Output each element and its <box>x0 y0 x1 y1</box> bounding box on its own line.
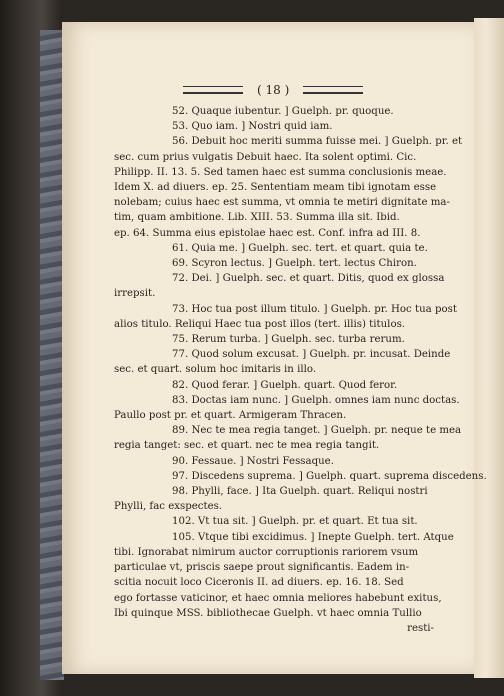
text-line: 52. Quaque iubentur. ] Guelph. pr. quoque. <box>172 106 394 117</box>
header-rule-right <box>303 86 363 94</box>
marbled-endpaper <box>40 30 64 680</box>
text-line: 61. Quia me. ] Guelph. sec. tert. et quart. quia te. <box>172 242 428 254</box>
text-line: 97. Discedens suprema. ] Guelph. quart. suprema discedens. <box>172 470 487 482</box>
text-line: 83. Doctas iam nunc. ] Guelph. omnes iam nunc doctas. <box>172 394 460 406</box>
page-header <box>183 80 423 100</box>
header-rule-left <box>183 86 243 94</box>
text-line: 98. Phylli, face. ] Ita Guelph. quart. Reliqui nostri <box>172 486 428 498</box>
text-line: irrepsit. <box>114 288 156 300</box>
page-body-text <box>114 104 487 636</box>
page-number: ( 18 ) <box>257 83 290 97</box>
text-line: Idem X. ad diuers. ep. 25. Sententiam meam tibi ignotam esse <box>114 182 437 194</box>
text-line: 69. Scyron lectus. ] Guelph. tert. lectus Chiron. <box>172 258 417 270</box>
text-line: regia tanget: sec. et quart. nec te mea regia tangit. <box>114 440 380 452</box>
text-line: 89. Nec te mea regia tanget. ] Guelph. pr. neque te mea <box>172 425 462 437</box>
text-line: resti- <box>407 622 434 634</box>
text-line: 77. Quod solum excusat. ] Guelph. pr. incusat. Deinde <box>172 349 451 361</box>
text-line: tibi. Ignorabat nimirum auctor corruptionis rariorem vsum <box>114 546 419 558</box>
text-line: ego fortasse vaticinor, et haec omnia meliores habebunt exitus, <box>114 592 442 604</box>
text-line: sec. cum prius vulgatis Debuit haec. Ita solent optimi. Cic. <box>114 151 417 163</box>
text-line: 56. Debuit hoc meriti summa fuisse mei. ] Guelph. pr. et <box>172 136 463 148</box>
text-line: Phylli, fac exspectes. <box>114 501 223 513</box>
text-line: 53. Quo iam. ] Nostri quid iam. <box>172 121 333 133</box>
text-line: Ibi quinque MSS. bibliothecae Guelph. vt haec omnia Tullio <box>114 607 422 619</box>
text-line: ep. 64. Summa eius epistolae haec est. Conf. infra ad III. 8. <box>114 227 421 239</box>
text-line: alios titulo. Reliqui Haec tua post illos (tert. illis) titulos. <box>114 318 406 330</box>
text-line: particulae vt, priscis saepe prout significantis. Eadem in- <box>114 562 410 574</box>
text-line: Philipp. II. 13. 5. Sed tamen haec est summa conclusionis meae. <box>114 166 447 178</box>
text-line: 105. Vtque tibi excidimus. ] Inepte Guelph. tert. Atque <box>172 531 454 543</box>
text-line: 102. Vt tua sit. ] Guelph. pr. et quart. Et tua sit. <box>172 516 418 528</box>
text-line: 72. Dei. ] Guelph. sec. et quart. Ditis, quod ex glossa <box>172 273 445 285</box>
page-fore-edge <box>474 18 504 678</box>
text-line: sec. et quart. solum hoc imitaris in illo. <box>114 364 317 376</box>
text-line: 75. Rerum turba. ] Guelph. sec. turba rerum. <box>172 334 405 346</box>
text-line: tim, quam ambitione. Lib. XIII. 53. Summa illa sit. Ibid. <box>114 212 400 224</box>
text-line: Paullo post pr. et quart. Armigeram Thracen. <box>114 410 347 422</box>
text-line: scitia nocuit loco Ciceronis II. ad diuers. ep. 16. 18. Sed <box>114 577 404 589</box>
text-line: 73. Hoc tua post illum titulo. ] Guelph. pr. Hoc tua post <box>172 303 457 315</box>
text-line: 90. Fessaue. ] Nostri Fessaque. <box>172 455 334 467</box>
text-line: nolebam; cuius haec est summa, vt omnia te metiri dignitate ma- <box>114 197 450 209</box>
text-line: 82. Quod ferar. ] Guelph. quart. Quod feror. <box>172 379 398 391</box>
